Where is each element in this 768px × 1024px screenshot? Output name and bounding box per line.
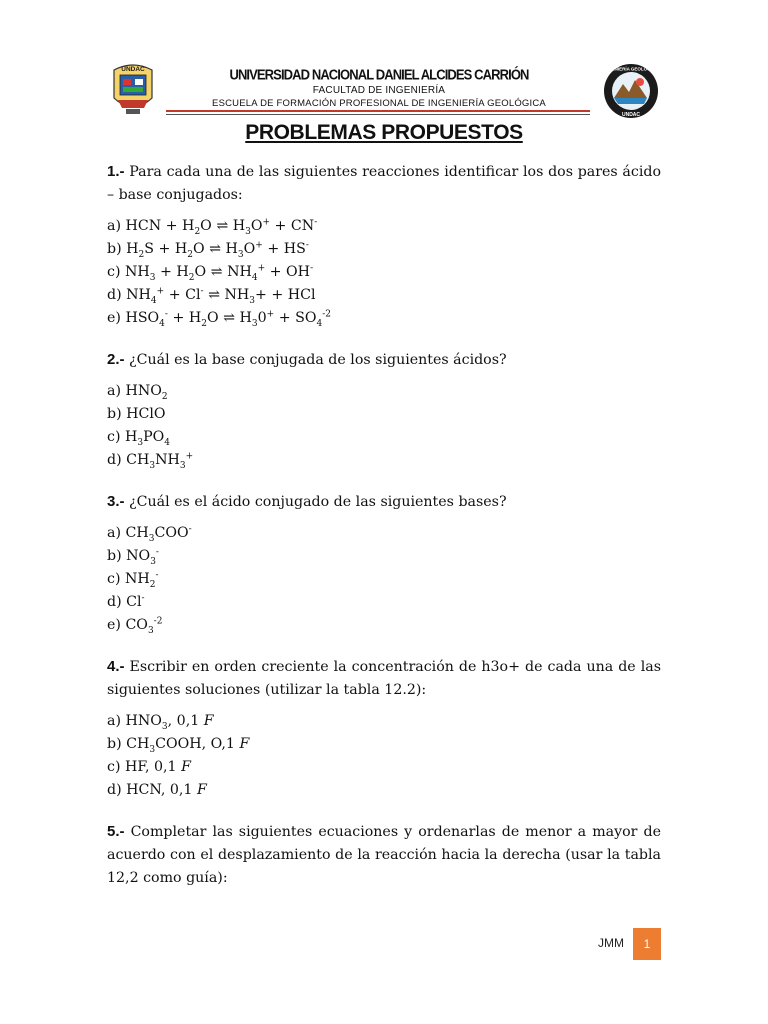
ingenieria-geologica-seal-logo (602, 62, 660, 120)
problems-list (107, 160, 661, 898)
question-number: 1.- (107, 163, 125, 180)
faculty-name: FACULTAD DE INGENIERÍA (312, 85, 446, 96)
page-title: PROBLEMAS PROPUESTOS (245, 121, 523, 144)
question-number: 5.- (107, 823, 125, 840)
question-text: ¿Cuál es el ácido conjugado de las siguientes bases? (129, 494, 507, 510)
option-item: b) HClO (107, 406, 166, 422)
university-name: UNIVERSIDAD NACIONAL DANIEL ALCIDES CARRIÓN (229, 66, 529, 83)
question-number: 2.- (107, 351, 125, 368)
right-logo-text-bottom: UNDAC (621, 112, 641, 118)
answer-options (107, 380, 661, 472)
option-item: c) $NH_3 + H_2O$ ⇌ $NH_4^+ + OH^-$ (107, 263, 314, 283)
answer-options (107, 215, 661, 330)
option-item: e) $CO_3^{-2}$ (107, 616, 163, 636)
option-item: c) $H_3PO_4$ (107, 429, 171, 448)
answer-options (107, 710, 661, 802)
option-item: d) Cl- (107, 593, 145, 610)
school-name: ESCUELA DE FORMACIÓN PROFESIONAL DE INGENIERÍA GEOLÓGICA (212, 98, 546, 109)
question-1 (107, 160, 661, 207)
question-text: Completar las siguientes ecuaciones y ordenarlas de menor a mayor de acuerdo con el desplazamiento de la reacción hacia la derecha (usar la tabla 12,2 como guía): (107, 824, 661, 886)
header-rule-grey (166, 114, 590, 115)
answer-options (107, 522, 661, 637)
option-item: c) $NH_2^-$ (107, 570, 159, 590)
right-logo-text-top: INGENIERÍA GEOLÓGICA (603, 66, 659, 72)
footer-author: JMM (598, 936, 624, 950)
option-item: d) $NH_4^+ + Cl^-$ ⇌ $NH_3+$ + HCl (107, 286, 316, 306)
document-header (108, 62, 660, 122)
header-text-block (168, 67, 590, 109)
option-item: a) $CH_3COO^-$ (107, 524, 192, 544)
option-item: b) $CH_3COOH$, O,1 F (107, 736, 250, 755)
option-item: d) HCN, 0,1 F (107, 782, 207, 798)
option-item: a) $HNO_3$, 0,1 F (107, 713, 214, 732)
question-5 (107, 820, 661, 890)
question-text: ¿Cuál es la base conjugada de los siguientes ácidos? (129, 352, 507, 368)
page-number-badge: 1 (633, 928, 661, 960)
option-item: d) $CH_3NH_3^+$ (107, 451, 194, 471)
header-rule-red (166, 110, 590, 112)
question-3 (107, 490, 661, 514)
question-number: 3.- (107, 493, 125, 510)
option-item: a) HCN + $H_2O$ ⇌ $H_3O^+ + CN^-$ (107, 217, 318, 237)
question-number: 4.- (107, 658, 125, 675)
option-item: c) HF, 0,1 F (107, 759, 191, 775)
question-text: Para cada una de las siguientes reacciones identificar los dos pares ácido – base conjugados: (107, 164, 661, 203)
question-4 (107, 655, 661, 702)
option-item: e) $HSO_4^- + H_2O$ ⇌ $H_30^+ + SO_4^{-2}$ (107, 309, 331, 329)
option-item: b) $H_2S + H_2O$ ⇌ $H_3O^+ + HS^-$ (107, 240, 309, 260)
question-text: Escribir en orden creciente la concentración de h3o+ de cada una de las siguientes soluciones (utilizar la tabla 12.2): (107, 659, 661, 698)
option-item: a) $HNO_2$ (107, 383, 168, 402)
left-logo-text: UNDAC (121, 66, 145, 73)
undac-crest-logo (108, 62, 158, 118)
question-2 (107, 348, 661, 372)
option-item: b) $NO_3^-$ (107, 547, 159, 567)
